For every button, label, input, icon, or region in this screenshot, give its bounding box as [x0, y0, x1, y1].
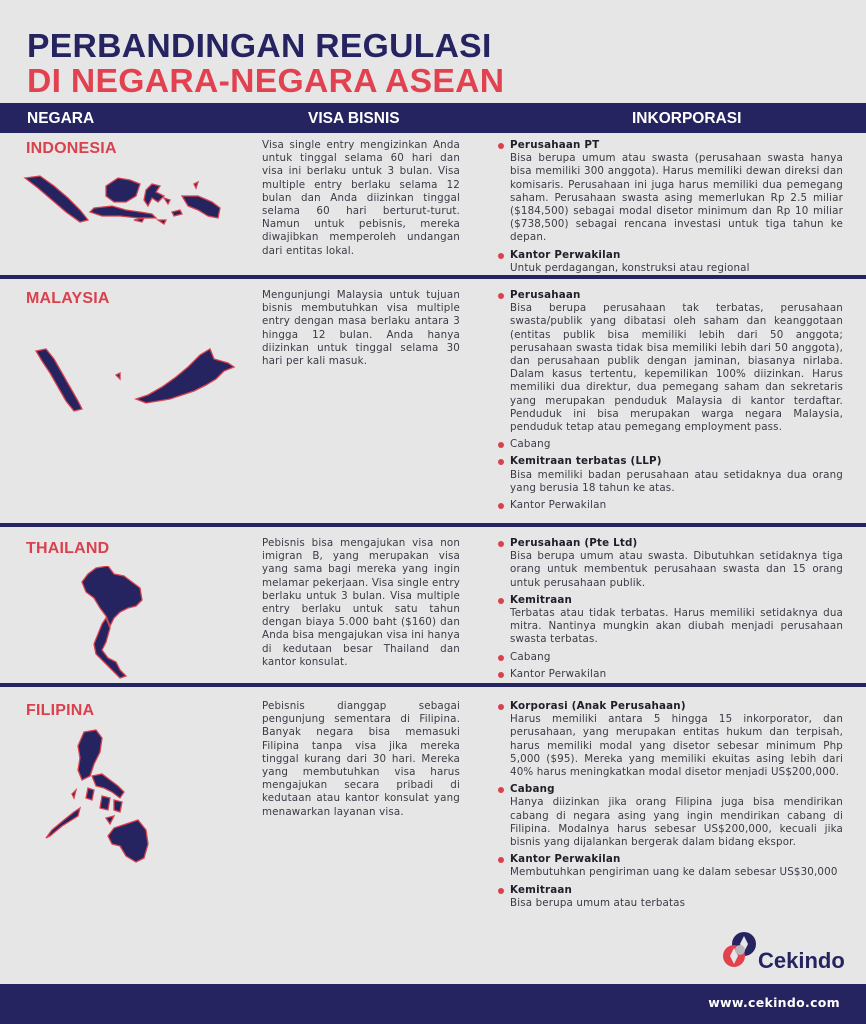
bullet-icon — [498, 442, 504, 448]
item-description: Harus memiliki antara 5 hingga 15 inkorporator, dan perusahaan, yang merupakan entitas hukum dan terpisah, harus memiliki modal yang disetor sebesar minimum Php 5,000 ($95). Mereka yang memiliki ekuitas asing lebih dari 40% harus meningkatkan modal disetor menjadi US$200,000. — [510, 713, 843, 779]
incorporation-item — [496, 668, 843, 681]
visa-description: Pebisnis bisa mengajukan visa non imigran B, yang merupakan visa yang sama bagi mereka yang ingin melamar pekerjaan. Visa single entry berlaku untuk 3 bulan. Visa multiple entry berlaku untuk satu tahun dengan biaya 5.000 baht ($160) dan Anda bisa mengajukan visa ini hanya di kedutaan besar Thailand dan kantor konsulat. — [262, 537, 460, 668]
incorporation-item — [496, 853, 843, 879]
incorporation-item — [496, 499, 843, 512]
item-title: Cabang — [510, 438, 551, 451]
item-description: Bisa berupa perusahaan tak terbatas, perusahaan swasta/publik yang dibatasi oleh saham dan keanggotaan (entitas publik bisa memiliki lebih dari 50 anggota; perusahaan swasta tidak bisa memiliki lebih dari 50 anggota), dan perusahaan publik dengan jaminan, biasanya nirlaba. Dalam kasus tertentu, kepemilikan 100% diizinkan. Harus memiliki dua direktur, dua pemegang saham dan sekretaris yang merupakan penduduk Malaysia di kantor terdaftar. Penduduk ini bisa merupakan warga negara Malaysia, penduduk tetap atau pemegang employment pass. — [510, 302, 843, 434]
incorporation-item — [496, 537, 843, 590]
thailand-map-icon — [80, 566, 148, 680]
visa-description: Mengunjungi Malaysia untuk tujuan bisnis membutuhkan visa multiple entry dengan masa berlaku antara 3 hingga 12 bulan. Anda hanya diizinkan untuk tinggal selama 30 hari per kali masuk. — [262, 289, 460, 368]
item-title: Perusahaan — [510, 289, 581, 301]
bullet-icon — [498, 704, 504, 710]
bullet-icon — [498, 253, 504, 259]
incorporation-list — [496, 289, 843, 516]
item-title: Korporasi (Anak Perusahaan) — [510, 700, 686, 712]
malaysia-map-icon — [30, 345, 240, 415]
incorporation-item — [496, 249, 843, 275]
row-divider — [0, 683, 866, 687]
column-header-country: NEGARA — [27, 110, 95, 127]
incorporation-item — [496, 651, 843, 664]
item-title: Perusahaan (Pte Ltd) — [510, 537, 638, 549]
table-header — [0, 103, 866, 133]
bullet-icon — [498, 857, 504, 863]
item-description: Bisa berupa umum atau swasta. Dibutuhkan setidaknya tiga orang untuk membentuk perusahaan swasta dan 15 orang untuk perusahaan publik. — [510, 550, 843, 589]
item-title: Kantor Perwakilan — [510, 248, 621, 261]
incorporation-list — [496, 700, 843, 914]
website-link[interactable]: www.cekindo.com — [708, 995, 840, 1010]
incorporation-item — [496, 700, 843, 779]
bullet-icon — [498, 598, 504, 604]
column-header-visa: VISA BISNIS — [308, 110, 400, 127]
bullet-icon — [498, 503, 504, 509]
visa-description: Visa single entry mengizinkan Anda untuk tinggal selama 60 hari dan visa ini berlaku untuk 3 bulan. Visa multiple entry berlaku selama 12 bulan dan Anda diizinkan tinggal selama 60 hari berturut-turut. Namun untuk pebisnis, mereka diwajibkan memperoleh undangan dari entitas lokal. — [262, 139, 460, 257]
incorporation-item — [496, 884, 843, 910]
bullet-icon — [498, 672, 504, 678]
brand-name: Cekindo — [758, 948, 845, 973]
item-title: Kantor Perwakilan — [510, 667, 607, 680]
incorporation-list — [496, 537, 843, 685]
bullet-icon — [498, 293, 504, 299]
title-line-2: DI NEGARA-NEGARA ASEAN — [27, 62, 505, 99]
indonesia-map-icon — [22, 168, 222, 240]
item-title: Kantor Perwakilan — [510, 853, 621, 866]
item-description: Bisa berupa umum atau terbatas — [510, 896, 686, 909]
item-title: Kemitraan terbatas (LLP) — [510, 455, 662, 468]
item-title: Perusahaan PT — [510, 139, 600, 151]
incorporation-item — [496, 783, 843, 849]
item-title: Cabang — [510, 650, 551, 663]
item-title: Kemitraan — [510, 883, 573, 896]
row-divider — [0, 523, 866, 527]
title-line-1: PERBANDINGAN REGULASI — [27, 27, 492, 64]
incorporation-list — [496, 139, 843, 279]
cekindo-logo-icon — [722, 930, 762, 974]
item-description: Hanya diizinkan jika orang Filipina juga bisa mendirikan cabang di negara asing yang ingin mendirikan cabang di Filipina. Modalnya harus sebesar US$200,000, kecuali jika bisnis yang dijalankan bergerak dalam bidang ekspor. — [510, 796, 843, 849]
item-description: Bisa berupa umum atau swasta (perusahaan swasta hanya bisa memiliki 300 anggota). Harus memiliki dewan direksi dan komisaris. Perusahaan ini juga harus memiliki dua pemegang saham. Perusahaan swasta asing memerlukan Rp 2.5 miliar ($184,500) sebagai modal disetor minimum dan Rp 10 miliar ($738,500) sebagai rencana investasi untuk tiga tahun ke depan. — [510, 152, 843, 244]
item-description: Untuk perdagangan, konstruksi atau regional — [510, 261, 750, 274]
incorporation-item — [496, 139, 843, 245]
item-title: Kemitraan — [510, 593, 573, 606]
incorporation-item — [496, 594, 843, 647]
bullet-icon — [498, 541, 504, 547]
bullet-icon — [498, 888, 504, 894]
footer-bar — [0, 984, 866, 1024]
visa-description: Pebisnis dianggap sebagai pengunjung sementara di Filipina. Banyak negara bisa memasuki Filipina tanpa visa jika mereka tinggal kurang dari 30 hari. Mereka yang membutuhkan visa harus mengajukan secara pribadi di kedutaan atau kantor konsulat yang menawarkan layanan visa. — [262, 700, 460, 818]
philippines-map-icon — [44, 728, 154, 874]
page-title — [27, 27, 505, 99]
country-name: FILIPINA — [26, 702, 95, 719]
incorporation-item — [496, 289, 843, 434]
bullet-icon — [498, 655, 504, 661]
bullet-icon — [498, 787, 504, 793]
country-name: THAILAND — [26, 540, 110, 557]
incorporation-item — [496, 438, 843, 451]
item-title: Cabang — [510, 783, 555, 796]
item-description: Membutuhkan pengiriman uang ke dalam sebesar US$30,000 — [510, 866, 838, 879]
country-name: MALAYSIA — [26, 290, 110, 307]
bullet-icon — [498, 143, 504, 149]
item-title: Kantor Perwakilan — [510, 499, 607, 512]
row-divider — [0, 275, 866, 279]
cekindo-logo — [722, 930, 845, 978]
incorporation-item — [496, 455, 843, 495]
item-description: Terbatas atau tidak terbatas. Harus memiliki setidaknya dua mitra. Nantinya mungkin akan diubah menjadi perusahaan swasta terbatas. — [510, 607, 843, 646]
country-name: INDONESIA — [26, 140, 117, 157]
bullet-icon — [498, 459, 504, 465]
item-description: Bisa memiliki badan perusahaan atau setidaknya dua orang yang berusia 18 tahun ke atas. — [510, 468, 843, 494]
column-header-incorporation: INKORPORASI — [632, 110, 742, 127]
